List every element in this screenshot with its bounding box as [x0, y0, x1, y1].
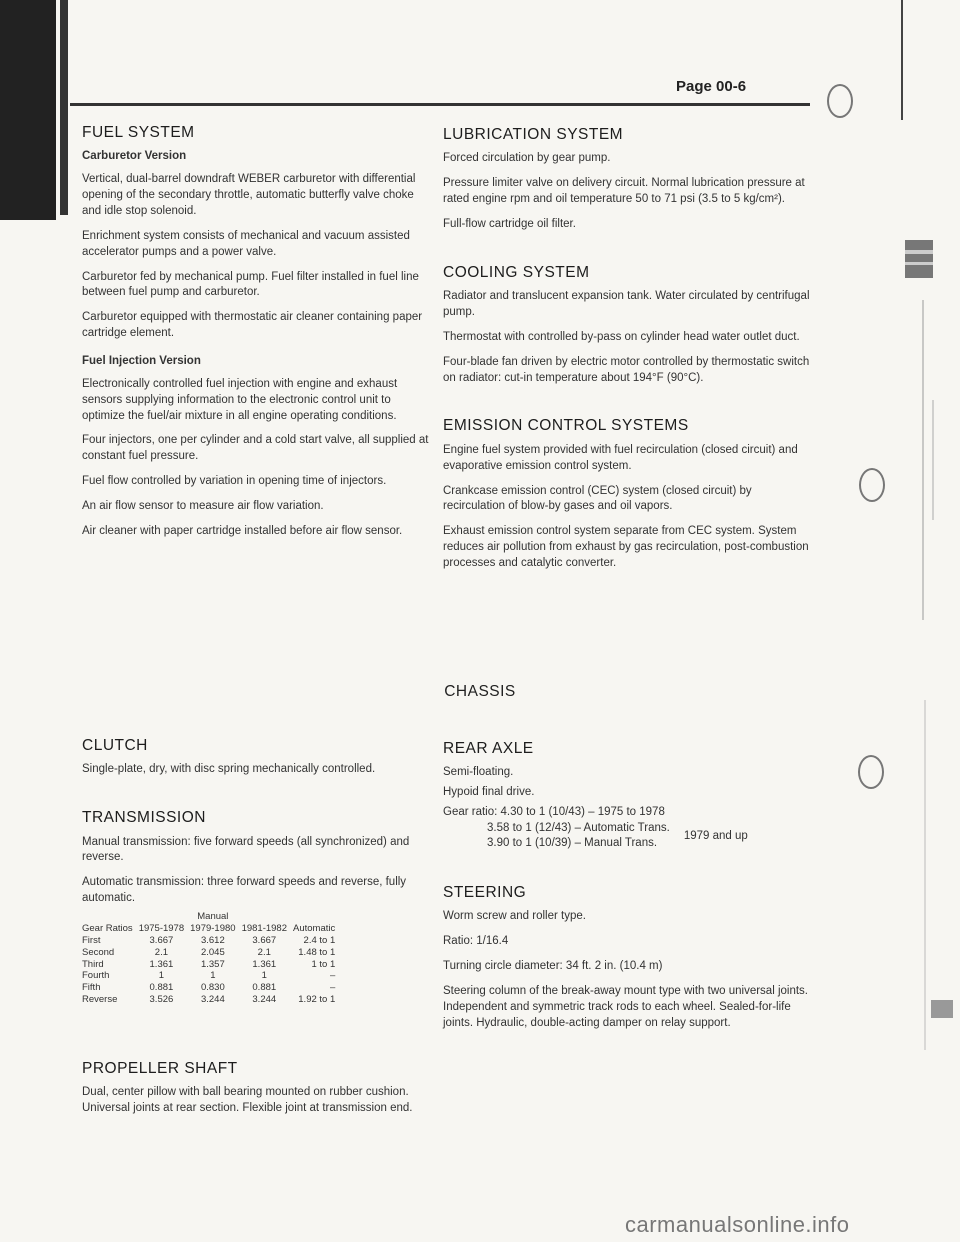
paragraph: Turning circle diameter: 34 ft. 2 in. (10.4 m) — [443, 960, 663, 973]
rear-axle-title: REAR AXLE — [443, 740, 534, 757]
paragraph: Full-flow cartridge oil filter. — [443, 217, 576, 230]
paragraph: Electronically controlled fuel injection with engine and exhaust sensors supplying information to the electronic control unit to optimize the fuel/air mixture in all engine operating conditions. — [82, 377, 398, 422]
ratio-sub-line: 3.90 to 1 (10/39) – Manual Trans. — [487, 837, 658, 850]
header-rule — [70, 103, 810, 106]
table-row: Reverse 3.526 3.244 3.244 1.92 to 1 — [82, 994, 336, 1006]
table-row: Fifth 0.881 0.830 0.881 – — [82, 982, 336, 994]
paragraph: Ratio: 1/16.4 — [443, 935, 509, 948]
chassis-title: CHASSIS — [444, 683, 516, 700]
paragraph: Hypoid final drive. — [443, 786, 535, 799]
emission-title: EMISSION CONTROL SYSTEMS — [443, 417, 689, 435]
cooling-title: COOLING SYSTEM — [443, 263, 590, 281]
clutch-title: CLUTCH — [82, 737, 148, 754]
gear-ratio-line: Gear ratio: 4.30 to 1 (10/43) – 1975 to 1978 — [443, 806, 665, 819]
right-column-chassis — [443, 738, 815, 1041]
propeller-shaft-title: PROPELLER SHAFT — [82, 1060, 238, 1078]
fuel-injection-heading: Fuel Injection Version — [82, 354, 201, 367]
paragraph: Worm screw and roller type. — [443, 910, 586, 923]
ratio-sub-line: 3.58 to 1 (12/43) – Automatic Trans. — [487, 821, 670, 834]
paragraph: An air flow sensor to measure air flow variation. — [82, 499, 324, 512]
paragraph: Single-plate, dry, with disc spring mechanically controlled. — [82, 763, 376, 776]
paragraph: Automatic transmission: three forward speeds and reverse, fully automatic. — [82, 876, 407, 905]
paragraph: Crankcase emission control (CEC) system (closed circuit) by recirculation of blow-by gases and oil vapors. — [443, 484, 752, 513]
paragraph: Carburetor equipped with thermostatic air cleaner containing paper cartridge element. — [82, 311, 423, 340]
paragraph: Fuel flow controlled by variation in opening time of injectors. — [82, 475, 387, 488]
table-header-row: Gear Ratios 1975-1978 1979-1980 1981-1982 Automatic — [82, 922, 336, 934]
paragraph: Vertical, dual-barrel downdraft WEBER carburetor with differential opening of the secondary throttle, automatic butterfly valve choke and idle stop solenoid. — [82, 173, 416, 217]
transmission-title: TRANSMISSION — [82, 809, 206, 827]
paragraph: Four injectors, one per cylinder and a cold start valve, all supplied at constant fuel pressure. — [82, 434, 429, 463]
ratio-note: 1979 and up — [683, 829, 748, 842]
gear-ratio-block — [443, 821, 815, 852]
page-number: Page 00-6 — [676, 78, 747, 95]
paragraph: Thermostat with controlled by-pass on cylinder head water outlet duct. — [443, 330, 800, 343]
gear-ratio-table — [82, 911, 341, 1006]
steering-title: STEERING — [443, 883, 527, 901]
paragraph: Steering column of the break-away mount type with two universal joints. Independent and symmetric track rods to each wheel. Sealed-for-life joints. Hydraulic, double-acting damper on relay support. — [443, 984, 808, 1029]
paragraph: Radiator and translucent expansion tank. Water circulated by centrifugal pump. — [443, 290, 810, 319]
paragraph: Air cleaner with paper cartridge installed before air flow sensor. — [82, 524, 403, 537]
manual-label: Manual — [197, 911, 229, 923]
paragraph: Forced circulation by gear pump. — [443, 152, 611, 165]
paragraph: Dual, center pillow with ball bearing mounted on rubber cushion. Universal joints at rear section. Flexible joint at transmission end. — [82, 1086, 413, 1115]
paragraph: Semi-floating. — [443, 766, 514, 779]
watermark: carmanualsonline.info — [625, 1212, 850, 1237]
table-row: Fourth 1 1 1 – — [82, 970, 336, 982]
table-row: Third 1.361 1.357 1.361 1 to 1 — [82, 958, 336, 970]
paragraph: Exhaust emission control system separate from CEC system. System reduces air pollution from exhaust by gas recirculation, post-combustion processes and catalytic converter. — [443, 525, 809, 570]
carburetor-version-heading: Carburetor Version — [82, 150, 187, 163]
table-row: First 3.667 3.612 3.667 2.4 to 1 — [82, 934, 336, 946]
left-column-engine — [82, 122, 432, 549]
paragraph: Pressure limiter valve on delivery circuit. Normal lubrication pressure at rated engine rpm and oil temperature 50 to 71 psi (3.5 to 5 kg/cm²). — [443, 177, 805, 206]
left-column-chassis — [82, 735, 432, 1126]
paragraph: Manual transmission: five forward speeds (all synchronized) and reverse. — [82, 835, 410, 864]
paragraph: Four-blade fan driven by electric motor controlled by thermostatic switch on radiator: cut-in temperature about 194°F (90°C). — [443, 355, 810, 384]
scan-edge-marks — [895, 0, 960, 1242]
binder-hole-icon — [858, 755, 884, 789]
table-row: Second 2.1 2.045 2.1 1.48 to 1 — [82, 946, 336, 958]
lubrication-title: LUBRICATION SYSTEM — [443, 126, 624, 143]
binder-hole-icon — [859, 468, 885, 502]
fuel-system-title: FUEL SYSTEM — [82, 124, 195, 141]
scan-binding-edge-inner — [60, 0, 68, 215]
right-column-engine — [443, 124, 815, 581]
binder-hole-icon — [827, 84, 853, 118]
paragraph: Engine fuel system provided with fuel recirculation (closed circuit) and evaporative emission control system. — [443, 443, 798, 472]
paragraph: Enrichment system consists of mechanical and vacuum assisted accelerator pumps and a power valve. — [82, 229, 410, 258]
paragraph: Carburetor fed by mechanical pump. Fuel filter installed in fuel line between fuel pump and carburetor. — [82, 270, 419, 299]
